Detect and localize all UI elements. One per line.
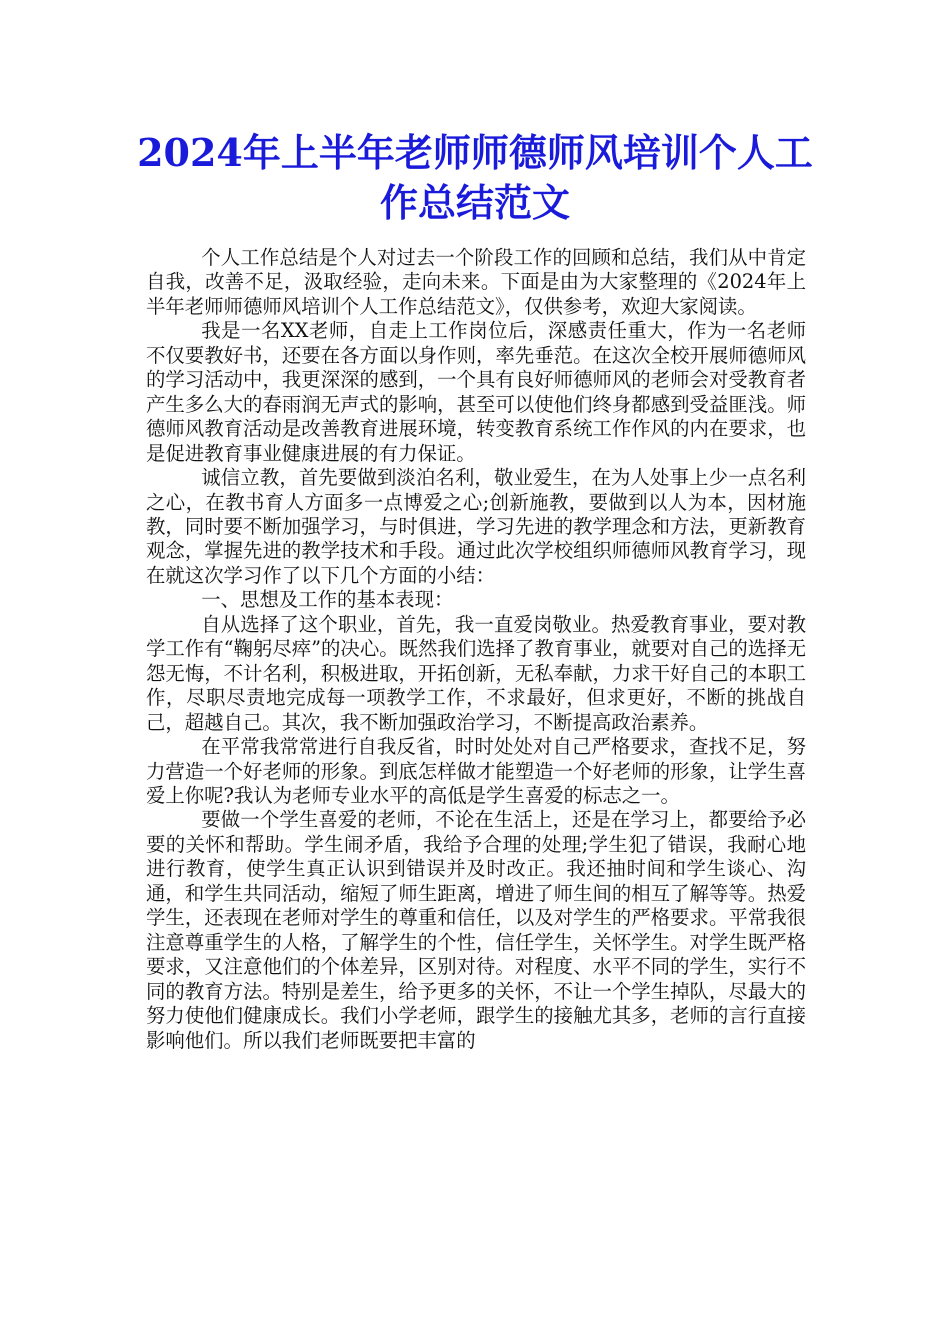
document-body	[146, 246, 806, 1053]
paragraph-self-introduction: 我是一名XX老师，自走上工作岗位后，深感责任重大，作为一名老师不仅要教好书，还要在各方面以身作则，率先垂范。在这次全校开展师德师风的学习活动中，我更深深的感到，一个具有良好师德师风的老师会对受教育者产生多么大的春雨润无声式的影响，甚至可以使他们终身都感到受益匪浅。师德师风教育活动是改善教育进展环境，转变教育系统工作作风的内在要求，也是促进教育事业健康进展的有力保证。	[146, 319, 806, 465]
paragraph-integrity: 诚信立教，首先要做到淡泊名利，敬业爱生，在为人处事上少一点名利之心，在教书育人方面多一点博爱之心;创新施教，要做到以人为本，因材施教，同时要不断加强学习，与时俱进，学习先进的教学理念和方法，更新教育观念，掌握先进的教学技术和手段。通过此次学校组织师德师风教育学习，现在就这次学习作了以下几个方面的小结：	[146, 466, 806, 587]
paragraph-self-reflection: 在平常我常常进行自我反省，时时处处对自己严格要求，查找不足，努力营造一个好老师的形象。到底怎样做才能塑造一个好老师的形象，让学生喜爱上你呢?我认为老师专业水平的高低是学生喜爱的标志之一。	[146, 735, 806, 807]
document-title: 2024年上半年老师师德师风培训个人工作总结范文	[137, 130, 813, 225]
section-heading-1: 一、思想及工作的基本表现：	[201, 588, 454, 612]
paragraph-career-choice: 自从选择了这个职业，首先，我一直爱岗敬业。热爱教育事业，要对教学工作有“鞠躬尽瘁”的决心。既然我们选择了教育事业，就要对自己的选择无怨无悔，不计名利，积极进取，开拓创新，无私奉献，力求干好自己的本职工作，尽职尽责地完成每一项教学工作，不求最好，但求更好，不断的挑战自己，超越自己。其次，我不断加强政治学习，不断提高政治素养。	[146, 612, 806, 734]
paragraph-student-care: 要做一个学生喜爱的老师，不论在生活上，还是在学习上，都要给予必要的关怀和帮助。学生闹矛盾，我给予合理的处理;学生犯了错误，我耐心地进行教育，使学生真正认识到错误并及时改正。我还抽时间和学生谈心、沟通，和学生共同活动，缩短了师生距离，增进了师生间的相互了解等等。热爱学生，还表现在老师对学生的尊重和信任，以及对学生的严格要求。平常我很注意尊重学生的人格，了解学生的个性，信任学生，关怀学生。对学生既严格要求，又注意他们的个体差异，区别对待。对程度、水平不同的学生，实行不同的教育方法。特别是差生，给予更多的关怀，不让一个学生掉队，尽最大的努力使他们健康成长。我们小学老师，跟学生的接触尤其多，老师的言行直接影响他们。所以我们老师既要把丰富的	[146, 808, 806, 1052]
paragraph-intro: 个人工作总结是个人对过去一个阶段工作的回顾和总结，我们从中肯定自我，改善不足，汲取经验，走向未来。下面是由为大家整理的《2024年上半年老师师德师风培训个人工作总结范文》，仅供参考，欢迎大家阅读。	[146, 246, 806, 318]
